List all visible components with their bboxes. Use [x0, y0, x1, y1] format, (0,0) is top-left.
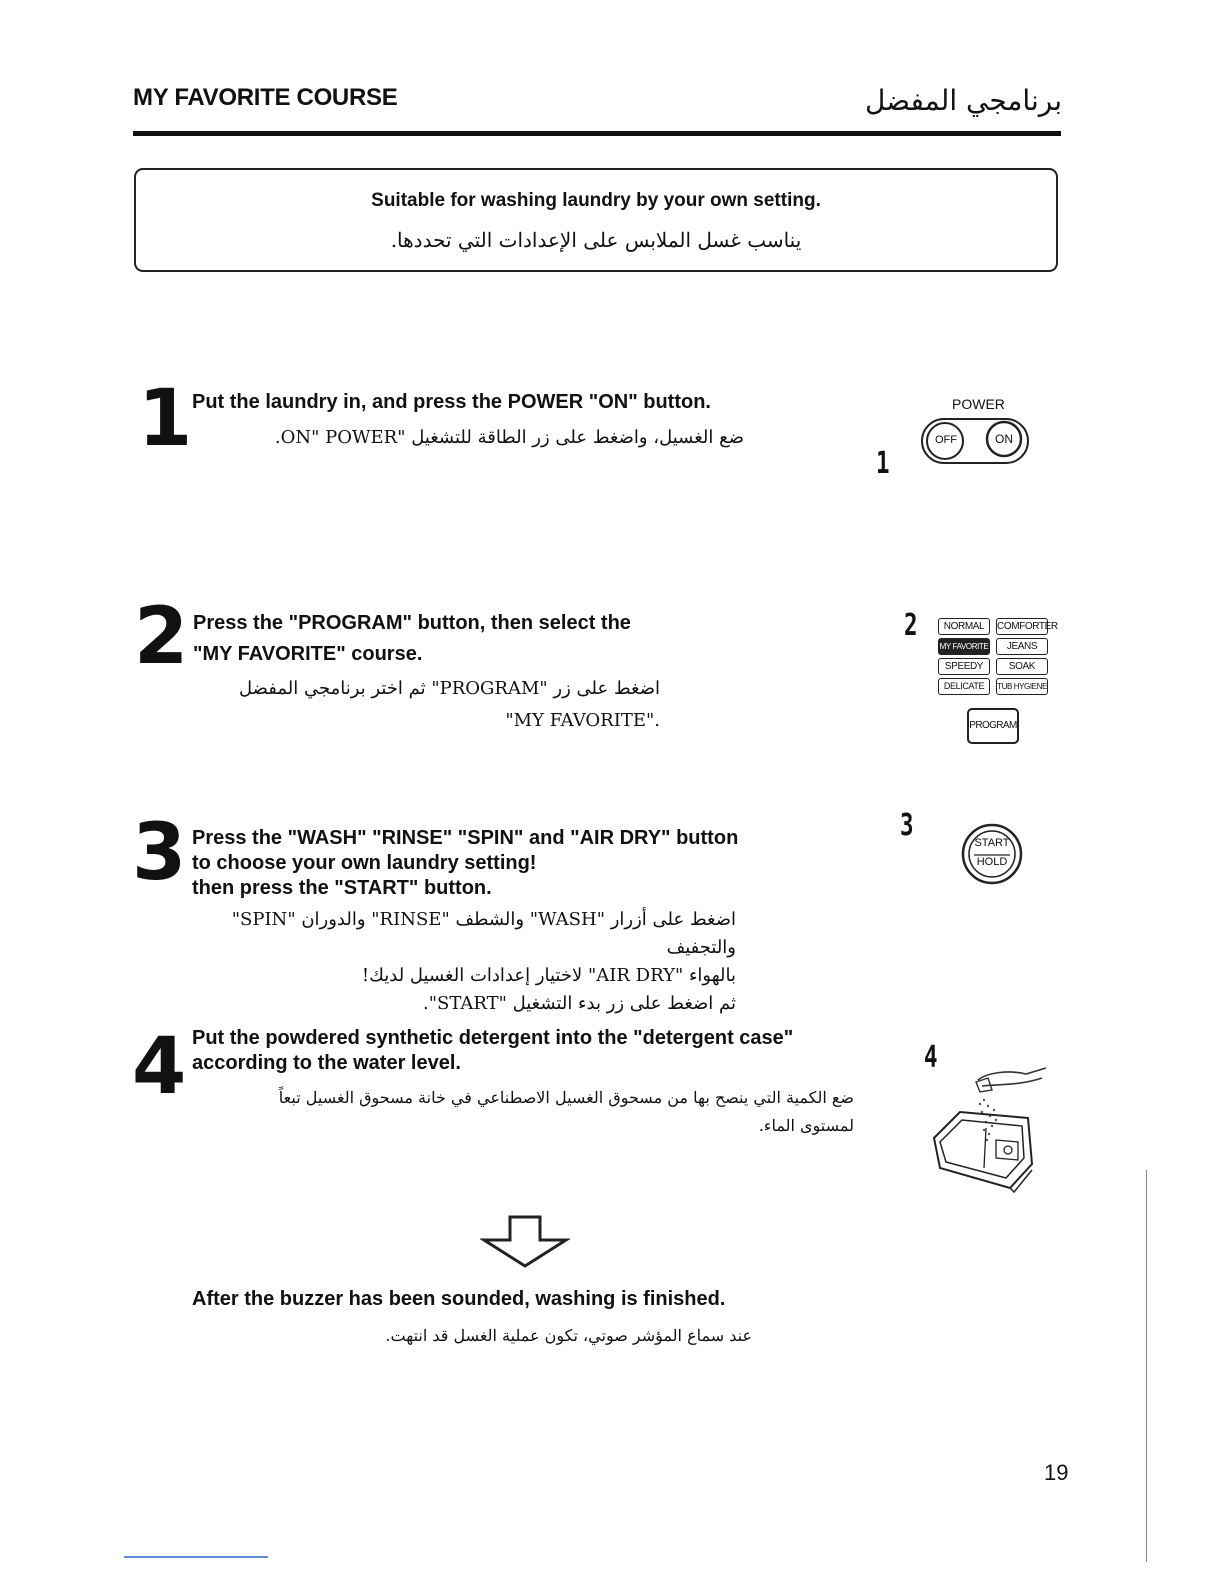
program-tub-hygiene: TUB HYGIENE — [996, 678, 1048, 695]
step-4-instruction-arabic — [192, 1084, 854, 1140]
program-normal: NORMAL — [938, 618, 990, 635]
start-hold-figure — [960, 822, 1024, 886]
step-2-instruction — [193, 608, 631, 670]
header-rule — [133, 131, 1061, 136]
hold-button[interactable]: HOLD — [976, 856, 1008, 868]
step-4-arabic-line: ضع الكمية التي ينصح بها من مسحوق الغسيل الاصطناعي في خانة مسحوق الغسيل تبعاً — [278, 1088, 854, 1107]
program-soak: SOAK — [996, 658, 1048, 675]
step-3-arabic-line: ثم اضغط على زر بدء التشغيل "START". — [423, 993, 736, 1014]
step-4-line: according to the water level. — [192, 1052, 461, 1074]
on-button[interactable]: ON — [995, 432, 1013, 446]
step-3-line: Press the "WASH" "RINSE" "SPIN" and "AIR DRY" button — [192, 827, 739, 849]
page-number: 19 — [1044, 1460, 1069, 1485]
figure-1-number: 1 — [876, 446, 890, 481]
figure-2-number: 2 — [904, 608, 918, 643]
step-1-number: 1 — [138, 374, 193, 464]
step-1-instruction-arabic — [192, 424, 744, 452]
program-my-favorite: MY FAVORITE — [938, 638, 990, 655]
step-2-number: 2 — [134, 592, 189, 682]
step-3-number: 3 — [132, 808, 187, 898]
step-3-line: to choose your own laundry setting! — [192, 852, 537, 874]
step-1-line: Put the laundry in, and press the POWER "ON" button. — [192, 391, 711, 413]
program-delicate: DELICATE — [938, 678, 990, 695]
start-hold-button-icon — [960, 822, 1024, 886]
step-3-line: then press the "START" button. — [192, 877, 492, 899]
step-2-instruction-arabic — [192, 673, 660, 737]
step-3-arabic-line: بالهواء "AIR DRY" لاختيار إعدادات الغسيل لديك! — [361, 965, 736, 986]
page-title-arabic: برنامجي المفضل — [864, 84, 1062, 117]
step-4-number: 4 — [132, 1022, 187, 1112]
step-1-instruction — [192, 390, 711, 415]
step-3-instruction-arabic — [192, 906, 736, 1018]
step-1-arabic-line: ضع الغسيل، واضغط على زر الطاقة للتشغيل "ON" POWER. — [274, 427, 744, 448]
intro-text: Suitable for washing laundry by your own setting. — [371, 190, 821, 211]
detergent-drawer-icon — [926, 1064, 1054, 1194]
program-jeans: JEANS — [996, 638, 1048, 655]
intro-text-arabic: يناسب غسل الملابس على الإعدادات التي تحددها. — [390, 228, 802, 252]
step-4-arabic-line: لمستوى الماء. — [758, 1116, 854, 1135]
start-button[interactable]: START — [974, 837, 1010, 849]
step-4-line: Put the powdered synthetic detergent into the "detergent case" — [192, 1027, 794, 1049]
finish-note: After the buzzer has been sounded, washing is finished. — [192, 1288, 726, 1310]
off-button[interactable]: OFF — [935, 434, 957, 446]
step-3-instruction — [192, 826, 738, 901]
step-4-instruction — [192, 1026, 793, 1076]
step-2-arabic-line: اضغط على زر "PROGRAM" ثم اختر برنامجي المفضل — [239, 678, 660, 699]
intro-box — [134, 168, 1058, 272]
power-figure — [920, 396, 1032, 468]
program-speedy: SPEEDY — [938, 658, 990, 675]
step-2-arabic-line: ."MY FAVORITE" — [505, 710, 660, 731]
down-arrow-icon — [480, 1214, 570, 1270]
step-2-line: Press the "PROGRAM" button, then select the — [193, 612, 631, 634]
program-button[interactable]: PROGRAM — [967, 708, 1019, 744]
program-comforter: COMFORTER — [996, 618, 1048, 635]
program-panel — [938, 618, 1058, 746]
power-label: POWER — [952, 396, 1005, 412]
figure-4-number: 4 — [924, 1040, 938, 1075]
scan-edge-line — [1146, 1170, 1147, 1562]
scan-underline-mark — [124, 1556, 268, 1558]
step-3-arabic-line: اضغط على أزرار "WASH" والشطف "RINSE" والدوران "SPIN" والتجفيف — [231, 909, 736, 958]
figure-3-number: 3 — [900, 808, 914, 843]
step-2-line: "MY FAVORITE" course. — [193, 643, 423, 665]
page-title: MY FAVORITE COURSE — [133, 84, 398, 111]
finish-note-arabic: عند سماع المؤشر صوتي، تكون عملية الغسل قد انتهت. — [385, 1326, 752, 1345]
